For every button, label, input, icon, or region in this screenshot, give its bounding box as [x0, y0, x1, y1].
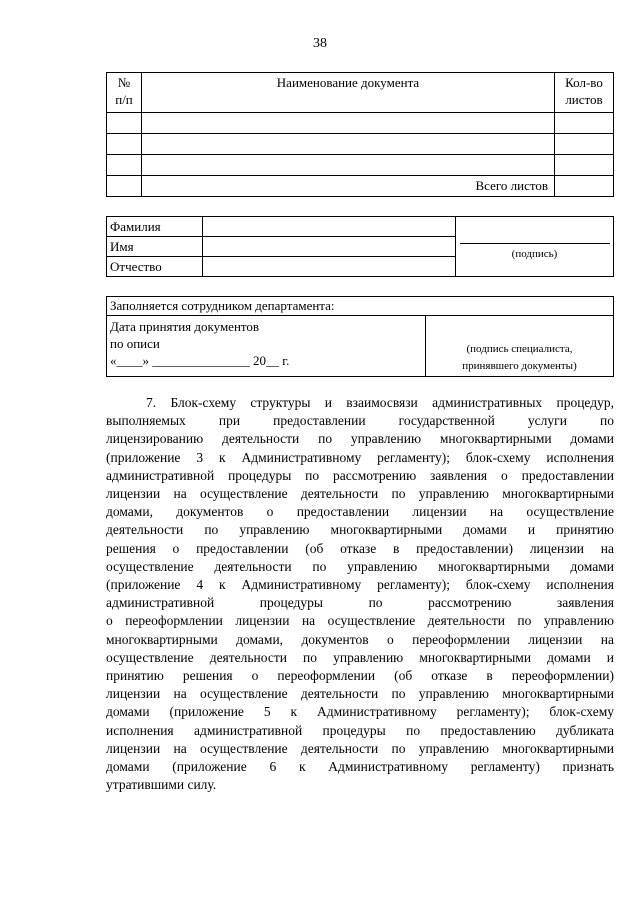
acceptance-date-template: «____» _______________ 20__ г. [110, 353, 290, 368]
acceptance-date-label-line2: по описи [110, 336, 160, 351]
table-cell[interactable] [107, 113, 142, 134]
body-paragraph [106, 394, 614, 794]
paragraph-line: принятию решения о переоформлении (об отказе в переоформлении) [106, 668, 614, 684]
inventory-empty-row [107, 155, 614, 176]
paragraph-line: осуществление деятельности по управлению многоквартирными домами [106, 558, 614, 574]
paragraph-line: (приложение 4 к Административному регламенту); блок-схему исполнения [106, 577, 614, 593]
paragraph-line: выполняемых при предоставлении государственной услуги по [106, 413, 614, 429]
paragraph-line: лицензированию деятельности по управлению многоквартирными домами [106, 431, 614, 447]
paragraph-line: лицензии на осуществление деятельности по управлению многоквартирными [106, 740, 614, 756]
last-name-label: Фамилия [107, 217, 203, 237]
first-name-field[interactable] [203, 237, 456, 257]
paragraph-line: административной процедуры по рассмотрению заявления [106, 595, 614, 611]
signature-line [460, 243, 610, 244]
signature-caption: (подпись) [511, 248, 558, 260]
personal-data-table [106, 216, 614, 277]
paragraph-line: лицензии на осуществление деятельности по управлению многоквартирными [106, 486, 614, 502]
paragraph-line: (приложение 3 к Административному регламенту); блок-схему исполнения [106, 449, 614, 465]
col-number-header-line1: № [117, 75, 131, 90]
inventory-header-row [107, 73, 614, 113]
col-name-header: Наименование документа [142, 73, 555, 113]
specialist-signature-cell[interactable] [426, 316, 614, 377]
table-cell[interactable] [142, 113, 555, 134]
acceptance-date-label-line1: Дата принятия документов [110, 319, 260, 334]
total-sheets-value[interactable] [555, 176, 614, 197]
table-cell[interactable] [142, 134, 555, 155]
page-number: 38 [313, 36, 327, 51]
paragraph-line: решения о предоставлении (об отказе в предоставлении) лицензии на [106, 540, 614, 556]
department-date-row [107, 316, 614, 377]
first-name-label: Имя [107, 237, 203, 257]
paragraph-line: деятельности по управлению многоквартирными домами и принятию [106, 522, 614, 538]
col-number-header-line2: п/п [115, 92, 133, 107]
department-header-row [107, 297, 614, 316]
table-cell[interactable] [555, 155, 614, 176]
table-cell[interactable] [555, 113, 614, 134]
table-cell[interactable] [107, 134, 142, 155]
total-sheets-label: Всего листов [142, 176, 555, 197]
paragraph-line: административной процедуры по рассмотрению заявления о предоставлении [106, 467, 614, 483]
col-count-header-line2: листов [565, 92, 603, 107]
last-name-field[interactable] [203, 217, 456, 237]
table-cell[interactable] [555, 134, 614, 155]
acceptance-date-cell[interactable] [107, 316, 426, 377]
department-table [106, 296, 614, 377]
table-cell[interactable] [107, 155, 142, 176]
specialist-caption-line1: (подпись специалиста, [466, 343, 573, 355]
document-inventory-table [106, 72, 614, 197]
col-number-header [107, 73, 142, 113]
inventory-total-row [107, 176, 614, 197]
paragraph-line: осуществление деятельности по управлению многоквартирными домами и [106, 649, 614, 665]
col-count-header-line1: Кол-во [565, 75, 603, 90]
paragraph-line: утратившими силу. [106, 777, 217, 793]
signature-cell[interactable] [456, 217, 614, 277]
department-header: Заполняется сотрудником департамента: [107, 297, 614, 316]
paragraph-line: домами (приложение 5 к Административному регламенту); блок-схему [106, 704, 614, 720]
paragraph-line: о переоформлении лицензии на осуществление деятельности по управлению [106, 613, 614, 629]
paragraph-line: домами, документов о предоставлении лицензии на осуществление [106, 504, 614, 520]
paragraph-line: домами (приложение 6 к Административному регламенту) признать [106, 759, 614, 775]
table-cell[interactable] [142, 155, 555, 176]
paragraph-line: исполнения административной процедуры по предоставлению дубликата [106, 722, 614, 738]
patronymic-field[interactable] [203, 257, 456, 277]
inventory-empty-row [107, 113, 614, 134]
patronymic-label: Отчество [107, 257, 203, 277]
paragraph-line: лицензии на осуществление деятельности по управлению многоквартирными [106, 686, 614, 702]
col-count-header [555, 73, 614, 113]
inventory-empty-row [107, 134, 614, 155]
last-name-row [107, 217, 614, 237]
paragraph-line: многоквартирными домами, документов о переоформлении лицензии на [106, 631, 614, 647]
specialist-caption-line2: принявшего документы) [462, 360, 577, 372]
paragraph-line: 7. Блок-схему структуры и взаимосвязи административных процедур, [146, 395, 614, 410]
table-cell [107, 176, 142, 197]
